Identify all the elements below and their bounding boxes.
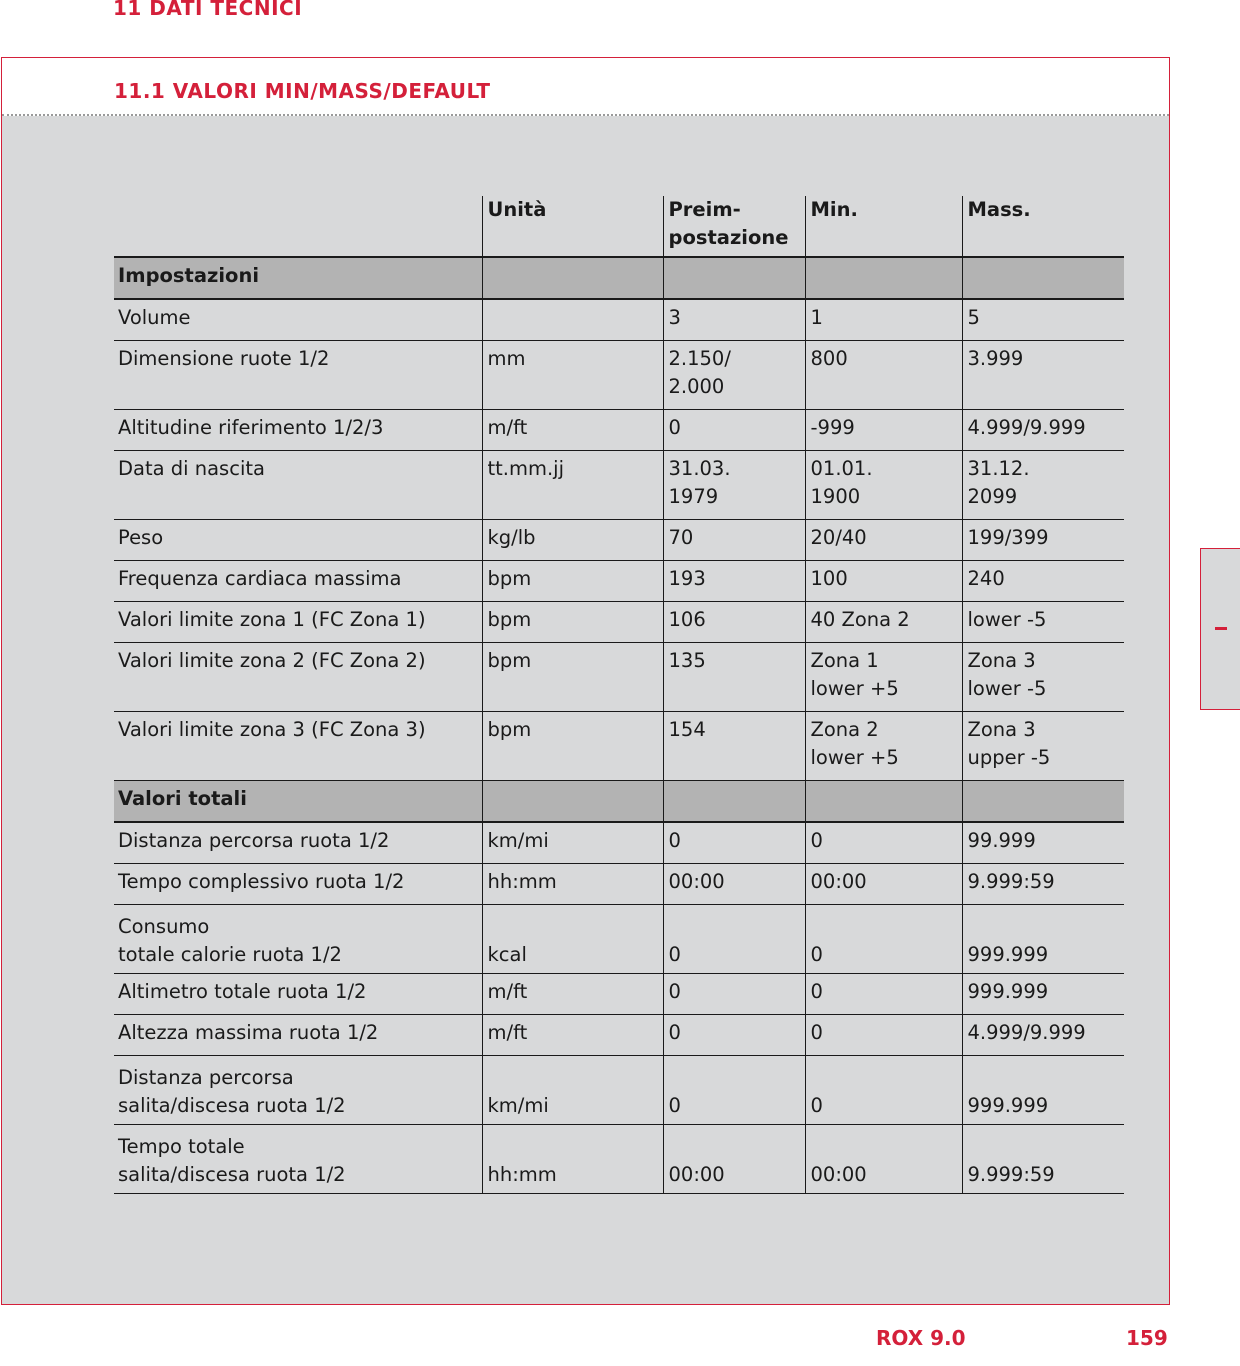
table-cell: 2.150/ 2.000 xyxy=(663,341,805,410)
table-cell: m/ft xyxy=(482,1015,663,1056)
table-cell: Zona 2 lower +5 xyxy=(805,712,962,781)
group-header-cell xyxy=(962,781,1124,823)
table-row xyxy=(114,643,1124,712)
table-cell: 1 xyxy=(805,299,962,341)
table-header xyxy=(114,196,1124,257)
table-cell: Distanza percorsa salita/discesa ruota 1/2 xyxy=(114,1056,482,1125)
table-cell: 0 xyxy=(663,410,805,451)
table-cell: km/mi xyxy=(482,822,663,864)
table-cell: Valori limite zona 1 (FC Zona 1) xyxy=(114,602,482,643)
table-cell: 999.999 xyxy=(962,1056,1124,1125)
table-cell: 3.999 xyxy=(962,341,1124,410)
table-cell: 193 xyxy=(663,561,805,602)
page-number: 159 xyxy=(1126,1326,1168,1350)
column-header: Unità xyxy=(482,196,663,257)
table-cell: 0 xyxy=(805,905,962,974)
group-header-cell xyxy=(962,257,1124,299)
table-cell: Zona 3 lower -5 xyxy=(962,643,1124,712)
table-cell: 9.999:59 xyxy=(962,864,1124,905)
group-header-cell xyxy=(805,781,962,823)
table-cell: m/ft xyxy=(482,974,663,1015)
table-cell: Tempo totale salita/discesa ruota 1/2 xyxy=(114,1125,482,1194)
table-cell: 0 xyxy=(663,1015,805,1056)
table-cell: 9.999:59 xyxy=(962,1125,1124,1194)
table-cell: 0 xyxy=(663,905,805,974)
table-cell: lower -5 xyxy=(962,602,1124,643)
table-cell: 240 xyxy=(962,561,1124,602)
table-row xyxy=(114,1015,1124,1056)
table-cell: kg/lb xyxy=(482,520,663,561)
group-header-row xyxy=(114,781,1124,823)
group-header-cell xyxy=(663,781,805,823)
table-row xyxy=(114,712,1124,781)
table-cell: 100 xyxy=(805,561,962,602)
table-row xyxy=(114,905,1124,974)
table-cell: 5 xyxy=(962,299,1124,341)
table-cell: tt.mm.jj xyxy=(482,451,663,520)
table-cell: Valori limite zona 3 (FC Zona 3) xyxy=(114,712,482,781)
column-header: Preim- postazione xyxy=(663,196,805,257)
table-row xyxy=(114,299,1124,341)
table-cell: bpm xyxy=(482,561,663,602)
table-cell: 4.999/9.999 xyxy=(962,410,1124,451)
table-cell: m/ft xyxy=(482,410,663,451)
table-cell: Zona 3 upper -5 xyxy=(962,712,1124,781)
table-cell: 199/399 xyxy=(962,520,1124,561)
table-row xyxy=(114,520,1124,561)
table-cell: 0 xyxy=(805,1015,962,1056)
column-header: Min. xyxy=(805,196,962,257)
table-cell: 0 xyxy=(663,974,805,1015)
table-row xyxy=(114,1056,1124,1125)
footer-model: ROX 9.0 xyxy=(876,1326,966,1350)
group-label: Valori totali xyxy=(114,781,482,823)
table-cell: 0 xyxy=(805,1056,962,1125)
table-cell: 00:00 xyxy=(663,864,805,905)
group-header-cell xyxy=(482,257,663,299)
table-cell: Altezza massima ruota 1/2 xyxy=(114,1015,482,1056)
table-cell: mm xyxy=(482,341,663,410)
table-row xyxy=(114,602,1124,643)
table-row xyxy=(114,451,1124,520)
chapter-title: 11 DATI TECNICI xyxy=(113,0,303,20)
table-cell: 999.999 xyxy=(962,974,1124,1015)
table-cell: 999.999 xyxy=(962,905,1124,974)
table-cell: Volume xyxy=(114,299,482,341)
section-header xyxy=(2,58,1169,116)
table-cell: Peso xyxy=(114,520,482,561)
table-cell: 00:00 xyxy=(663,1125,805,1194)
table-cell: bpm xyxy=(482,643,663,712)
table-cell: 70 xyxy=(663,520,805,561)
table-cell: 106 xyxy=(663,602,805,643)
table-cell: 00:00 xyxy=(805,1125,962,1194)
table-cell xyxy=(482,299,663,341)
table-cell: 154 xyxy=(663,712,805,781)
group-header-row xyxy=(114,257,1124,299)
table-cell: bpm xyxy=(482,602,663,643)
content-panel xyxy=(1,57,1170,1305)
table-cell: km/mi xyxy=(482,1056,663,1125)
table-cell: 01.01. 1900 xyxy=(805,451,962,520)
table-row xyxy=(114,410,1124,451)
table-row xyxy=(114,561,1124,602)
table-cell: Distanza percorsa ruota 1/2 xyxy=(114,822,482,864)
language-tab xyxy=(1200,548,1240,710)
table-cell: Altitudine riferimento 1/2/3 xyxy=(114,410,482,451)
table-cell: 0 xyxy=(805,822,962,864)
table-cell: 135 xyxy=(663,643,805,712)
table-cell: Zona 1 lower +5 xyxy=(805,643,962,712)
table-cell: 0 xyxy=(805,974,962,1015)
group-header-cell xyxy=(663,257,805,299)
table-cell: Tempo complessivo ruota 1/2 xyxy=(114,864,482,905)
table-cell: Data di nascita xyxy=(114,451,482,520)
specs-table xyxy=(114,196,1124,1194)
table-cell: Altimetro totale ruota 1/2 xyxy=(114,974,482,1015)
table-row xyxy=(114,341,1124,410)
table-cell: 00:00 xyxy=(805,864,962,905)
table-cell: hh:mm xyxy=(482,864,663,905)
table-cell: 0 xyxy=(663,1056,805,1125)
table-cell: bpm xyxy=(482,712,663,781)
section-title: 11.1 VALORI MIN/MASS/DEFAULT xyxy=(114,79,491,103)
table-cell: 40 Zona 2 xyxy=(805,602,962,643)
group-header-cell xyxy=(482,781,663,823)
table-cell: 20/40 xyxy=(805,520,962,561)
table-row xyxy=(114,974,1124,1015)
column-header: Mass. xyxy=(962,196,1124,257)
table-cell: Frequenza cardiaca massima xyxy=(114,561,482,602)
table-cell: 3 xyxy=(663,299,805,341)
table-cell: 4.999/9.999 xyxy=(962,1015,1124,1056)
table-cell: Dimensione ruote 1/2 xyxy=(114,341,482,410)
group-header-cell xyxy=(805,257,962,299)
table-cell: 99.999 xyxy=(962,822,1124,864)
table-cell: 31.12. 2099 xyxy=(962,451,1124,520)
table-row xyxy=(114,864,1124,905)
table-cell: hh:mm xyxy=(482,1125,663,1194)
table-cell: 800 xyxy=(805,341,962,410)
language-tab-mark xyxy=(1215,627,1227,630)
column-header xyxy=(114,196,482,257)
table-row xyxy=(114,822,1124,864)
table-cell: Consumo totale calorie ruota 1/2 xyxy=(114,905,482,974)
table-body xyxy=(114,257,1124,1194)
table-cell: -999 xyxy=(805,410,962,451)
table-cell: kcal xyxy=(482,905,663,974)
group-label: Impostazioni xyxy=(114,257,482,299)
table-cell: Valori limite zona 2 (FC Zona 2) xyxy=(114,643,482,712)
table-cell: 31.03. 1979 xyxy=(663,451,805,520)
table-row xyxy=(114,1125,1124,1194)
table-cell: 0 xyxy=(663,822,805,864)
